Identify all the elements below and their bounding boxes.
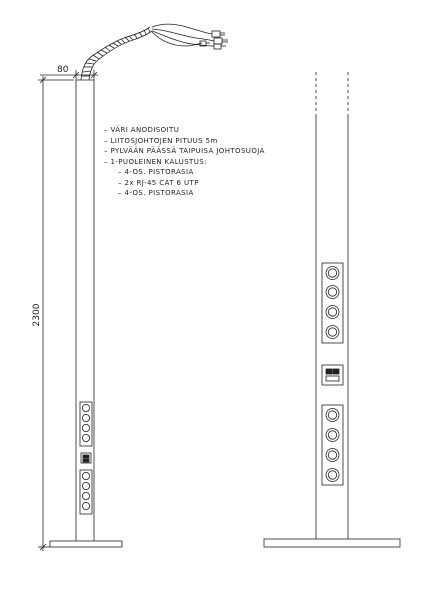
- side-outlet-group-2: [80, 470, 92, 514]
- note-line: – 4-OS. PISTORASIA: [118, 189, 194, 197]
- note-line: – LIITOSJOHTOJEN PITUUS 5m: [104, 136, 218, 145]
- side-view: [38, 24, 228, 551]
- note-line: – PYLVÄÄN PÄÄSSÄ TAIPUISA JOHTOSUOJA: [104, 147, 265, 155]
- side-data-ports: [81, 453, 91, 463]
- front-data-ports: [322, 365, 343, 385]
- height-dimension-label: 2300: [32, 303, 42, 327]
- side-base-plate: [50, 541, 122, 547]
- front-outlet-group-1: [322, 263, 343, 343]
- power-cords: [152, 24, 214, 46]
- side-outlet-group-1: [80, 402, 92, 446]
- front-view: [264, 72, 400, 547]
- height-dimension: [38, 76, 74, 551]
- width-dimension-label: 80: [57, 65, 69, 75]
- front-base-plate: [264, 539, 400, 547]
- flexible-conduit: [81, 27, 152, 80]
- note-line: – VÄRI ANODISOITU: [104, 126, 180, 134]
- note-line: – 2x RJ-45 CAT 6 UTP: [118, 178, 199, 187]
- front-outlet-group-2: [322, 405, 343, 485]
- note-line: – 1-PUOLEINEN KALUSTUS:: [104, 157, 207, 166]
- plug-icon: [200, 31, 228, 49]
- specification-notes: [104, 125, 265, 199]
- note-line: – 4-OS. PISTORASIA: [118, 168, 194, 176]
